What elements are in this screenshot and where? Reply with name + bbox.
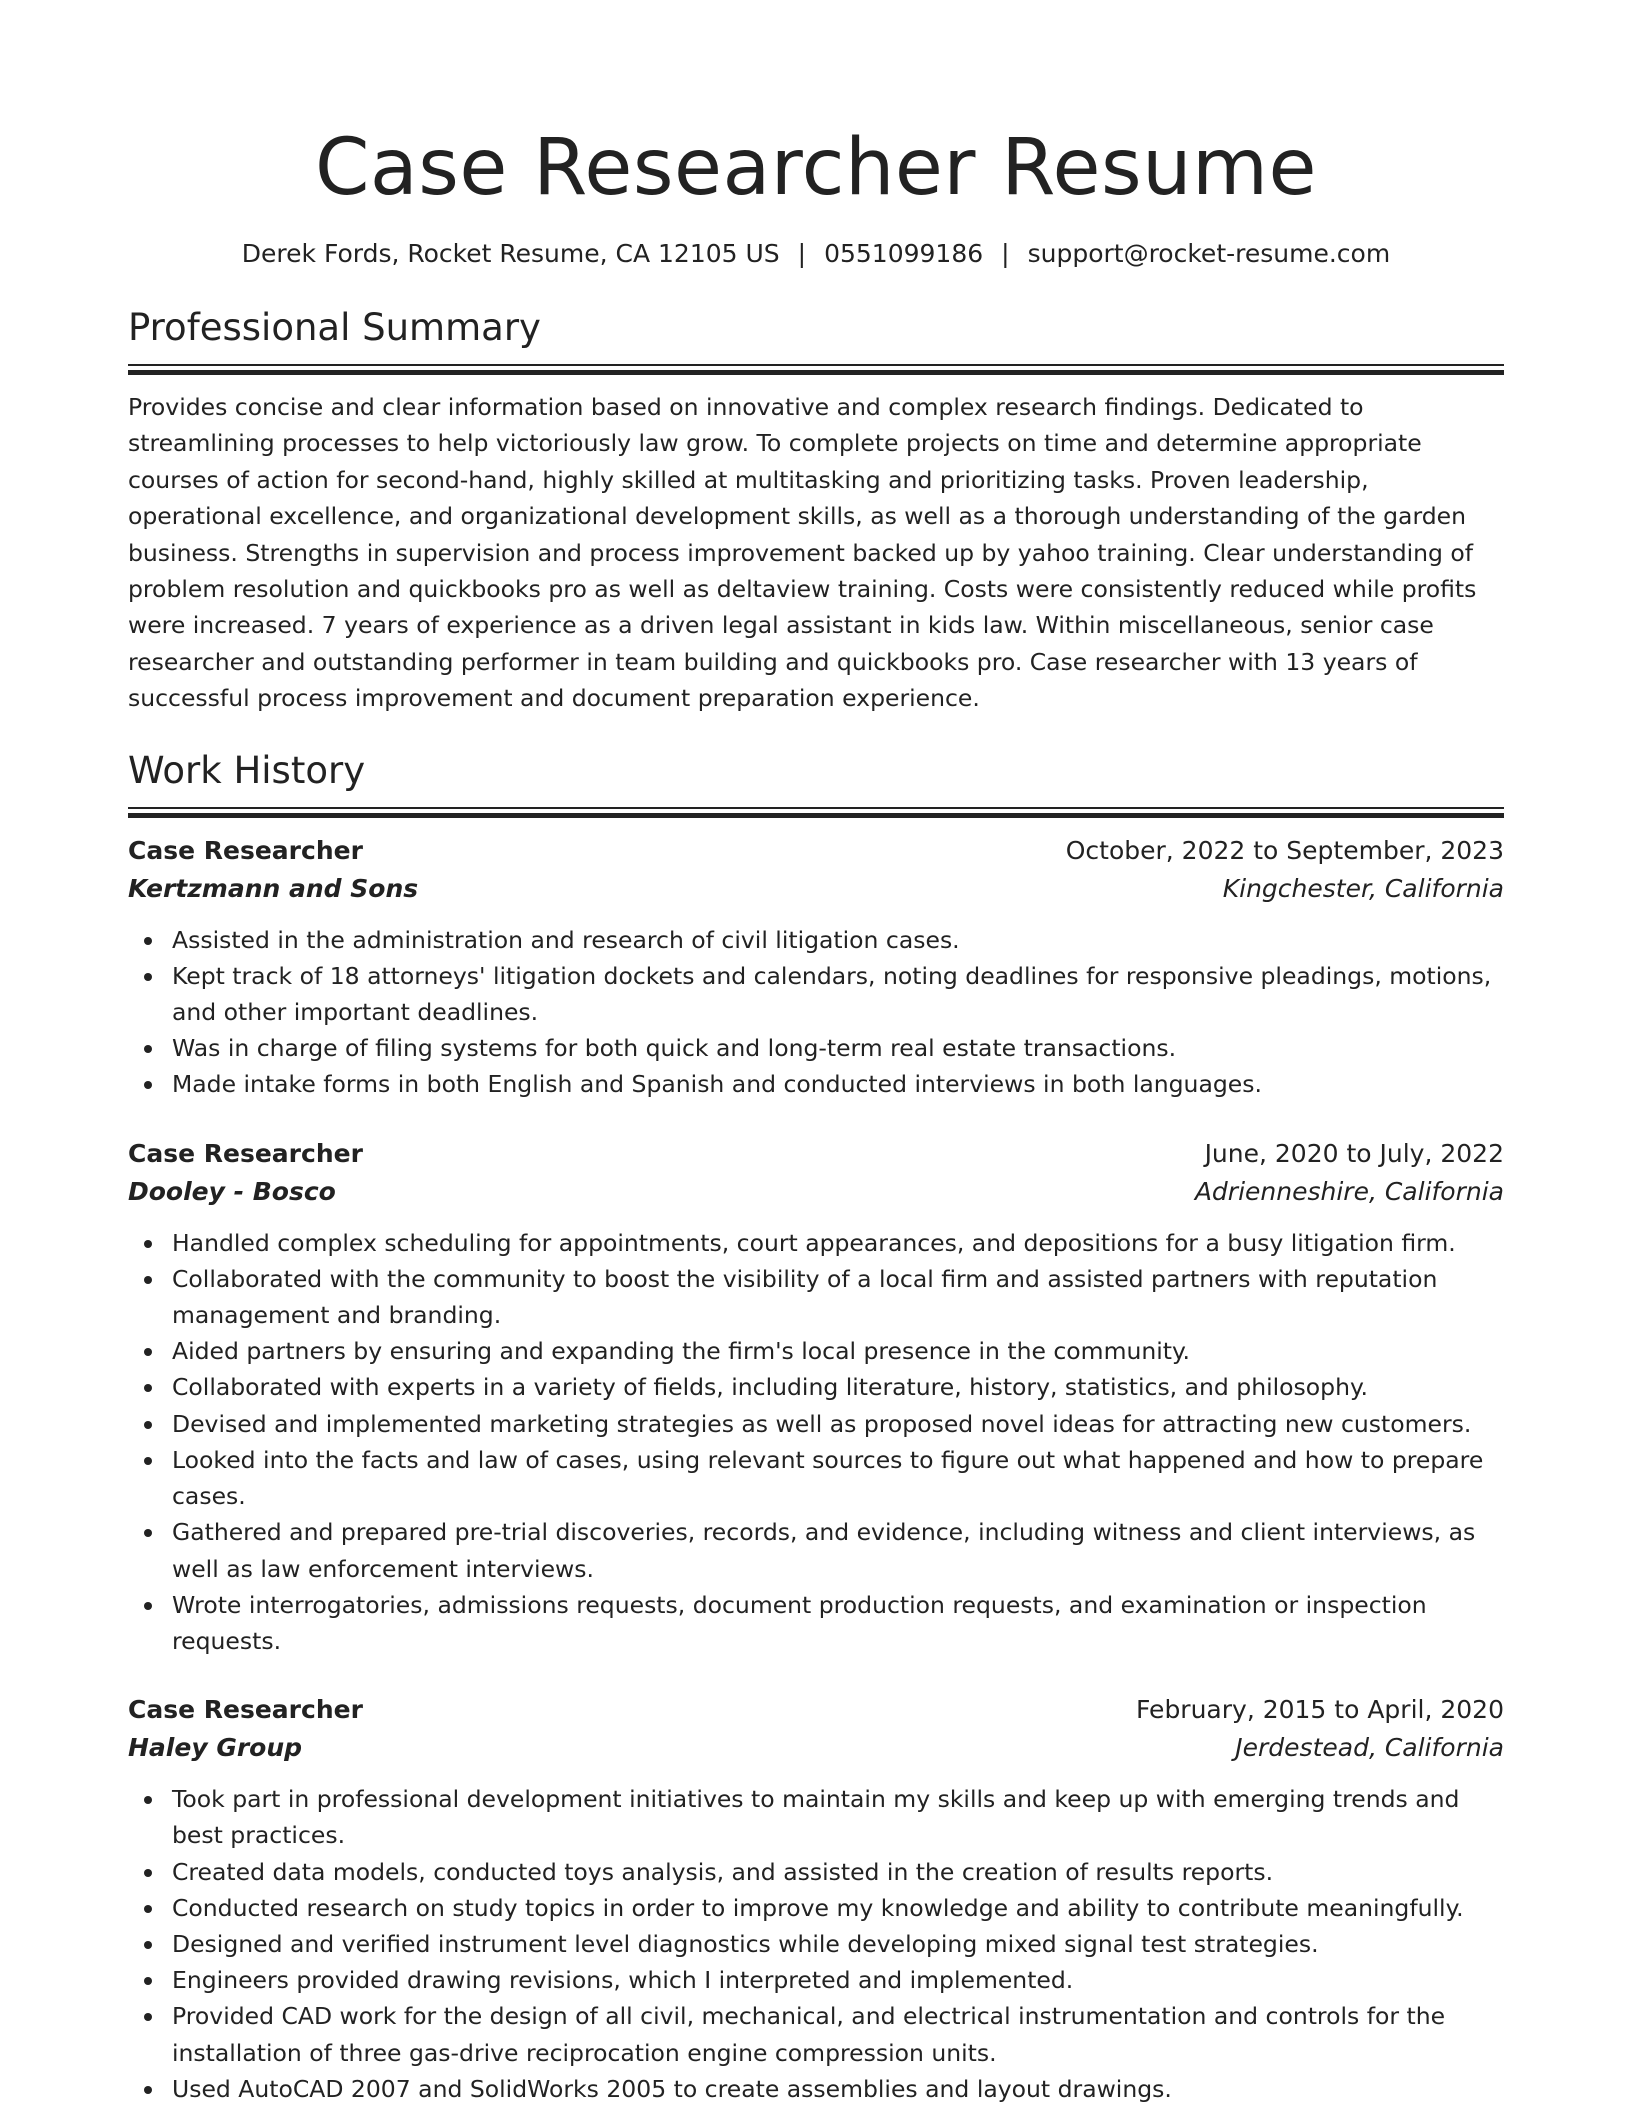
list-item: Designed and verified instrument level diagnostics while developing mixed signal test strategies. <box>172 1926 1504 1962</box>
resume-title: Case Researcher Resume <box>314 123 1318 213</box>
list-item: Looked into the facts and law of cases, using relevant sources to figure out what happened and how to prepare cases. <box>172 1442 1504 1514</box>
list-item: Devised and implemented marketing strategies as well as proposed novel ideas for attracting new customers. <box>172 1406 1504 1442</box>
work-history-section <box>128 747 1504 2107</box>
job-bullet-list <box>128 1225 1504 1659</box>
contact-separator: | <box>1001 239 1010 268</box>
professional-summary-section <box>128 304 1504 717</box>
job-dates: October, 2022 to September, 2023 <box>1065 835 1504 865</box>
list-item: Conducted research on study topics in order to improve my knowledge and ability to contribute meaningfully. <box>172 1890 1504 1926</box>
list-item: Took part in professional development initiatives to maintain my skills and keep up with emerging trends and best practices. <box>172 1781 1504 1853</box>
job-header <box>128 1135 1504 1173</box>
list-item: Was in charge of filing systems for both quick and long-term real estate transactions. <box>172 1030 1504 1066</box>
contact-line <box>128 238 1504 270</box>
contact-email: support@rocket-resume.com <box>1027 239 1391 268</box>
job-subheader <box>128 1173 1504 1211</box>
job-title: Case Researcher <box>128 1138 363 1168</box>
section-rule-thin <box>128 364 1504 366</box>
job-subheader <box>128 1729 1504 1767</box>
list-item: Collaborated with the community to boost the visibility of a local firm and assisted partners with reputation management and branding. <box>172 1261 1504 1333</box>
section-rule-thin <box>128 807 1504 809</box>
contact-phone: 0551099186 <box>824 239 984 268</box>
job-entry <box>128 1135 1504 1659</box>
job-bullet-list <box>128 1781 1504 2107</box>
job-dates: February, 2015 to April, 2020 <box>1136 1695 1504 1725</box>
job-location: Kingchester, California <box>1222 873 1504 903</box>
job-header <box>128 832 1504 870</box>
list-item: Made intake forms in both English and Spanish and conducted interviews in both languages. <box>172 1066 1504 1102</box>
job-bullet-list <box>128 922 1504 1103</box>
list-item: Used AutoCAD 2007 and SolidWorks 2005 to create assemblies and layout drawings. <box>172 2071 1504 2107</box>
list-item: Kept track of 18 attorneys' litigation dockets and calendars, noting deadlines for responsive pleadings, motions, and other important deadlines. <box>172 958 1504 1030</box>
list-item: Aided partners by ensuring and expanding the firm's local presence in the community. <box>172 1333 1504 1369</box>
contact-address: Derek Fords, Rocket Resume, CA 12105 US <box>241 239 780 268</box>
job-dates: June, 2020 to July, 2022 <box>1204 1138 1504 1168</box>
section-heading-summary: Professional Summary <box>128 306 541 349</box>
job-company: Dooley - Bosco <box>128 1176 336 1206</box>
job-entry <box>128 1691 1504 2107</box>
list-item: Created data models, conducted toys analysis, and assisted in the creation of results reports. <box>172 1854 1504 1890</box>
job-company: Haley Group <box>128 1733 303 1763</box>
job-company: Kertzmann and Sons <box>128 873 419 903</box>
list-item: Handled complex scheduling for appointments, court appearances, and depositions for a busy litigation firm. <box>172 1225 1504 1261</box>
job-location: Jerdestead, California <box>1235 1733 1504 1763</box>
section-rule-thick <box>128 370 1504 375</box>
job-title: Case Researcher <box>128 1695 363 1725</box>
job-header <box>128 1691 1504 1729</box>
section-rule-thick <box>128 813 1504 818</box>
list-item: Assisted in the administration and research of civil litigation cases. <box>172 922 1504 958</box>
contact-separator: | <box>797 239 807 268</box>
section-heading-work-history: Work History <box>128 748 366 792</box>
list-item: Engineers provided drawing revisions, which I interpreted and implemented. <box>172 1962 1504 1998</box>
list-item: Gathered and prepared pre-trial discoveries, records, and evidence, including witness and client interviews, as well as law enforcement interviews. <box>172 1514 1504 1586</box>
list-item: Provided CAD work for the design of all civil, mechanical, and electrical instrumentation and controls for the installation of three gas-drive reciprocation engine compression units. <box>172 1998 1504 2070</box>
job-subheader <box>128 870 1504 908</box>
list-item: Wrote interrogatories, admissions requests, document production requests, and examination or inspection requests. <box>172 1587 1504 1659</box>
list-item: Collaborated with experts in a variety of fields, including literature, history, statistics, and philosophy. <box>172 1369 1504 1405</box>
summary-text: Provides concise and clear information based on innovative and complex research findings. Dedicated to streamlining processes to help victoriously law grow. To complete projects on time and determine appropriate courses of action for second-hand, highly skilled at multitasking and prioritizing tasks. Proven leadership, operational excellence, and organizational development skills, as well as a thorough understanding of the garden business. Strengths in supervision and process improvement backed up by yahoo training. Clear understanding of problem resolution and quickbooks pro as well as deltaview training. Costs were consistently reduced while profits were increased. 7 years of experience as a driven legal assistant in kids law. Within miscellaneous, senior case researcher and outstanding performer in team building and quickbooks pro. Case researcher with 13 years of successful process improvement and document preparation experience. <box>128 393 1477 713</box>
resume-page <box>128 0 1504 2107</box>
job-title: Case Researcher <box>128 835 363 865</box>
job-entry <box>128 832 1504 1103</box>
job-location: Adrienneshire, California <box>1194 1176 1504 1206</box>
